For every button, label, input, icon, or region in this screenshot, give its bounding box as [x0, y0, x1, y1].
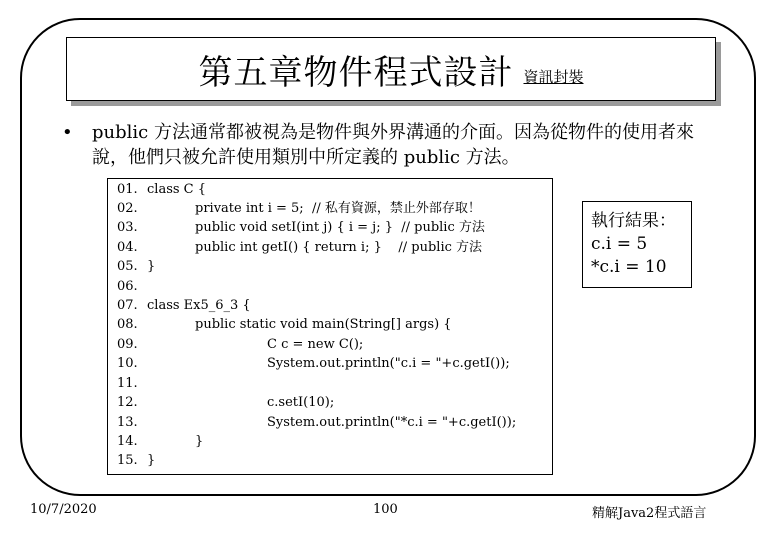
footer-date: 10/7/2020	[30, 502, 97, 517]
result-box	[582, 201, 692, 288]
result-heading: 執行結果：	[591, 211, 676, 231]
footer-page-number: 100	[373, 502, 398, 517]
code-listing: 01. class C { 02. private int i = 5; // 私有資源，禁止外部存取！ 03. public void setI(int j) { i = j; } // public 方法 04. public int getI() { return i; } // public 方法 05. } 06. 07. class Ex5_6_3 { 08. public static void main(String[] args) { 09. C c = new C(); 10. System.out.println("c.i = "+c.getI()); 11. 12. c.setI(10); 13. System.out.println("*c.i = "+c.getI()); 14. } 15. }	[107, 178, 553, 475]
bullet-icon: •	[62, 122, 73, 143]
footer-book-title: 精解Java2程式語言	[592, 506, 707, 521]
bullet-text: public 方法通常都被視為是物件與外界溝通的介面。因為從物件的使用者來說，他們只被允許使用類別中所定義的 public 方法。	[92, 122, 694, 168]
result-line-1: c.i = 5	[591, 234, 648, 254]
title-box	[66, 37, 716, 101]
result-line-2: *c.i = 10	[591, 257, 667, 277]
slide-subtitle: 資訊封裝	[523, 67, 584, 86]
slide-title: 第五章物件程式設計	[198, 52, 514, 93]
